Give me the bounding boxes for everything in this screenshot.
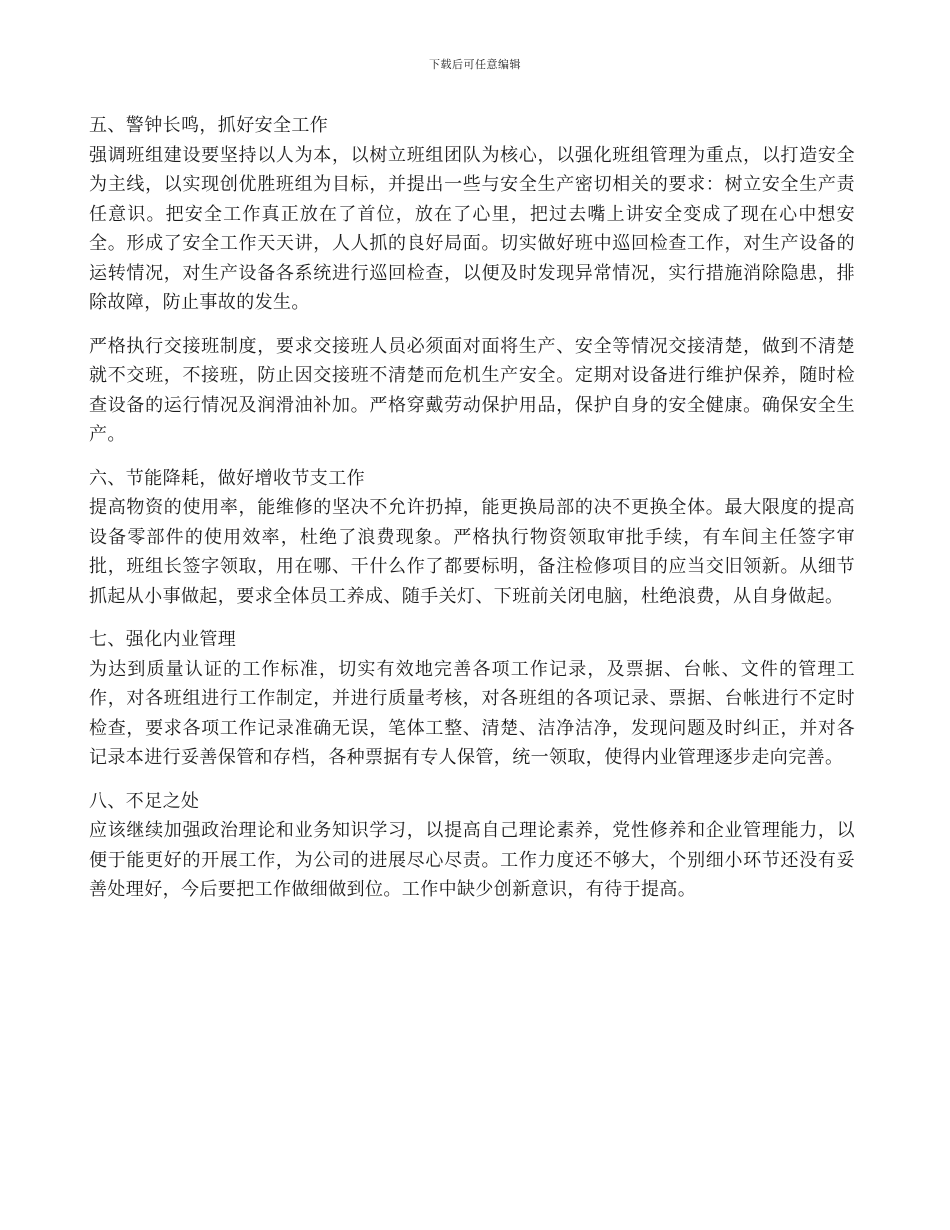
paragraph: 强调班组建设要坚持以人为本，以树立班组团队为核心，以强化班组管理为重点，以打造安全为主线，以实现创优胜班组为目标，并提出一些与安全生产密切相关的要求：树立安全生产责任意识。把安全工作真正放在了首位，放在了心里，把过去嘴上讲安全变成了现在心中想安全。形成了安全工作天天讲，人人抓的良好局面。切实做好班中巡回检查工作，对生产设备的运转情况，对生产设备各系统进行巡回检查，以便及时发现异常情况，实行措施消除隐患，排除故障，防止事故的发生。 bbox=[89, 144, 855, 313]
section-heading: 六、节能降耗，做好增收节支工作 bbox=[89, 467, 365, 489]
section-heading: 五、警钟长鸣，抓好安全工作 bbox=[89, 115, 329, 136]
section-heading: 七、强化内业管理 bbox=[89, 629, 237, 650]
document-body bbox=[89, 111, 855, 905]
paragraph: 提高物资的使用率，能维修的坚决不允许扔掉，能更换局部的决不更换全体。最大限度的提高设备零部件的使用效率，杜绝了浪费现象。严格执行物资领取审批手续，有车间主任签字审批，班组长签字领取，用在哪、干什么作了都要标明，备注检修项目的应当交旧领新。从细节抓起从小事做起，要求全体员工养成、随手关灯、下班前关闭电脑，杜绝浪费，从自身做起。 bbox=[89, 497, 855, 607]
paragraph: 应该继续加强政治理论和业务知识学习，以提高自己理论素养，党性修养和企业管理能力，以便于能更好的开展工作，为公司的进展尽心尽责。工作力度还不够大，个别细小环节还没有妥善处理好，今后要把工作做细做到位。工作中缺少创新意识，有待于提高。 bbox=[89, 820, 855, 900]
section-6 bbox=[89, 464, 855, 612]
paragraph: 为达到质量认证的工作标准，切实有效地完善各项工作记录，及票据、台帐、文件的管理工作，对各班组进行工作制定，并进行质量考核，对各班组的各项记录、票据、台帐进行不定时检查，要求各项工作记录准确无误，笔体工整、清楚、洁净洁净，发现问题及时纠正，并对各记录本进行妥善保管和存档，各种票据有专人保管，统一领取，使得内业管理逐步走向完善。 bbox=[89, 658, 855, 768]
section-8 bbox=[89, 787, 855, 905]
page-header: 下载后可任意编辑 bbox=[429, 58, 521, 71]
section-heading: 八、不足之处 bbox=[89, 790, 200, 812]
section-5 bbox=[89, 111, 855, 450]
section-7 bbox=[89, 625, 855, 773]
paragraph: 严格执行交接班制度，要求交接班人员必须面对面将生产、安全等情况交接清楚，做到不清楚就不交班，不接班，防止因交接班不清楚而危机生产安全。定期对设备进行维护保养，随时检查设备的运行情况及润滑油补加。严格穿戴劳动保护用品，保护自身的安全健康。确保安全生产。 bbox=[89, 335, 855, 445]
